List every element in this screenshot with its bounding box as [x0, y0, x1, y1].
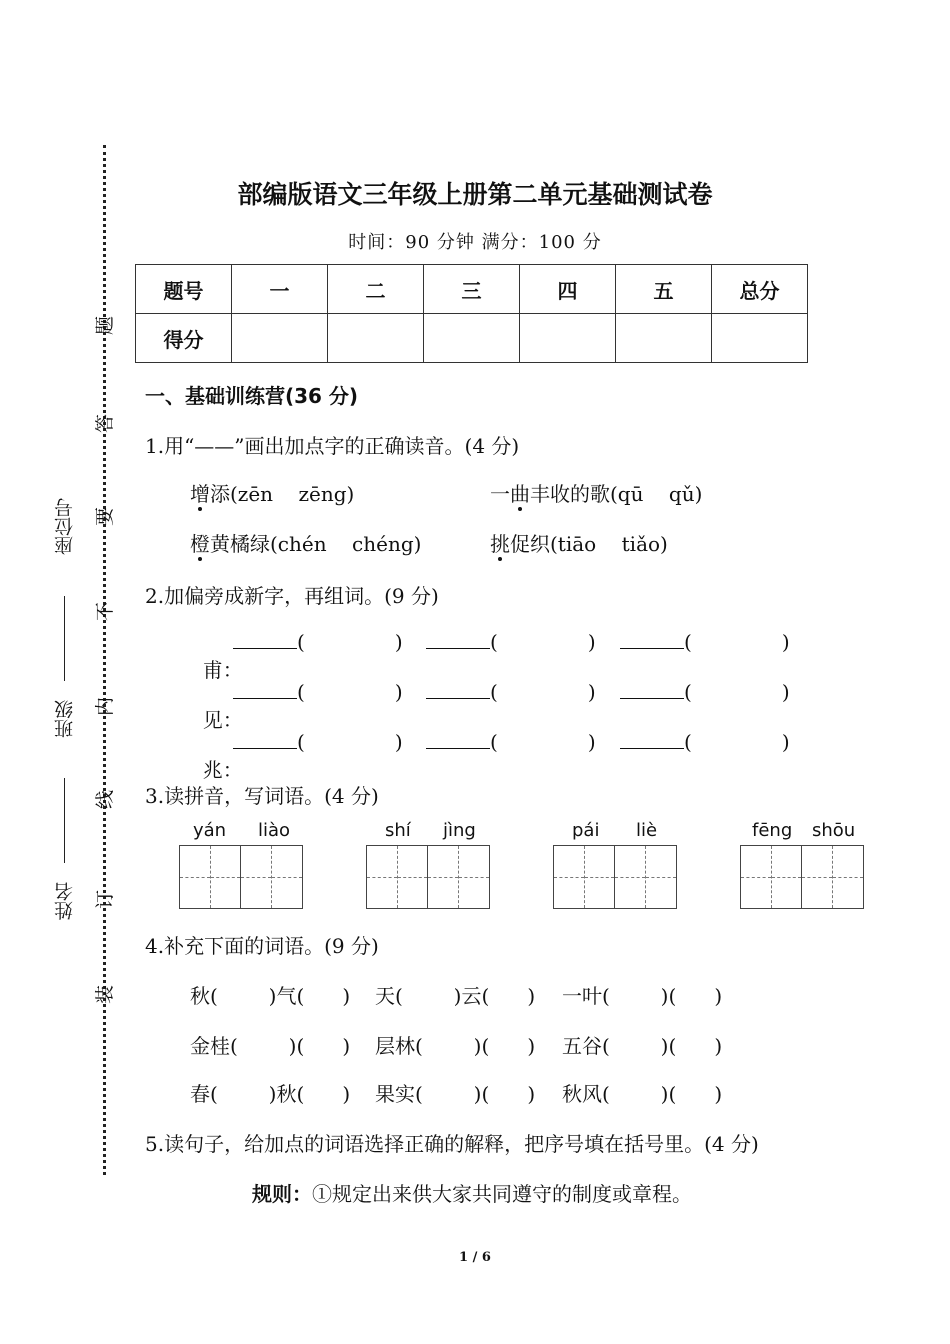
grid-cell[interactable]	[585, 846, 616, 908]
score-table-cell: 一	[232, 265, 328, 314]
score-table	[135, 264, 808, 363]
close-paren: )	[394, 680, 403, 704]
close-paren: )	[781, 680, 790, 704]
q1-item-pre: 一	[490, 482, 510, 506]
char-blank[interactable]	[620, 680, 684, 699]
q4-item: 春( )秋( )	[190, 1082, 351, 1106]
open-paren: (	[684, 680, 692, 704]
seat-number-underline	[64, 596, 65, 681]
seal-word: 答	[94, 413, 117, 434]
close-paren: )	[587, 630, 596, 654]
q2-answer-group[interactable]	[233, 680, 403, 704]
page-title: 部编版语文三年级上册第二单元基础测试卷	[237, 180, 713, 209]
grid-cell[interactable]	[367, 846, 398, 908]
pinyin: shōu	[812, 820, 856, 841]
q4-item: 一叶( )( )	[562, 984, 723, 1008]
rule-label: 规则：	[252, 1182, 312, 1206]
score-input-cell[interactable]	[424, 314, 520, 363]
dotted-char: 橙	[190, 528, 210, 557]
grid-cell[interactable]	[802, 846, 833, 908]
q1-item-rest: 添(zēn zēng)	[210, 482, 355, 506]
grid-cell[interactable]	[398, 846, 429, 908]
seat-number-label: 座位号	[54, 498, 76, 555]
open-paren: (	[684, 630, 692, 654]
q1-item	[190, 528, 421, 557]
exam-time-and-score: 时间：90 分钟 满分：100 分	[348, 232, 602, 253]
q1-item-rest: 促织(tiāo tiǎo)	[510, 532, 668, 556]
grid-cell[interactable]	[615, 846, 646, 908]
binding-dotted-line	[103, 145, 106, 1175]
seal-word: 不	[94, 601, 117, 622]
pinyin: yán	[193, 820, 227, 841]
q2-answer-group[interactable]	[620, 730, 790, 754]
q2-answer-group[interactable]	[426, 730, 596, 754]
pinyin: jìng	[443, 820, 476, 841]
char-blank[interactable]	[426, 630, 490, 649]
char-blank[interactable]	[233, 630, 297, 649]
writing-grid[interactable]	[366, 845, 490, 909]
grid-cell[interactable]	[833, 846, 864, 908]
open-paren: (	[684, 730, 692, 754]
seal-word: 订	[94, 889, 117, 910]
q4-item: 秋风( )( )	[562, 1082, 723, 1106]
writing-grid[interactable]	[179, 845, 303, 909]
score-table-header-row	[136, 265, 808, 314]
char-blank[interactable]	[426, 730, 490, 749]
close-paren: )	[394, 630, 403, 654]
grid-cell[interactable]	[272, 846, 303, 908]
seal-word: 题	[94, 315, 117, 336]
grid-cell[interactable]	[241, 846, 272, 908]
open-paren: (	[490, 680, 498, 704]
q1-item	[190, 478, 354, 507]
q1-item	[490, 528, 668, 557]
question-3-stem: 3.读拼音，写词语。(4 分)	[145, 784, 379, 808]
question-1-stem: 1.用“——”画出加点字的正确读音。(4 分)	[145, 434, 520, 458]
section-title: 一、基础训练营(36 分)	[145, 384, 359, 408]
question-4-stem: 4.补充下面的词语。(9 分)	[145, 934, 379, 958]
open-paren: (	[490, 630, 498, 654]
page-number: 1 / 6	[459, 1250, 491, 1265]
close-paren: )	[781, 730, 790, 754]
q2-char: 兆：	[202, 758, 243, 782]
grid-cell[interactable]	[741, 846, 772, 908]
grid-cell[interactable]	[459, 846, 490, 908]
score-input-cell[interactable]	[616, 314, 712, 363]
q2-answer-group[interactable]	[233, 630, 403, 654]
definition-rule	[252, 1178, 692, 1207]
grid-cell[interactable]	[180, 846, 211, 908]
score-table-cell: 总分	[712, 265, 808, 314]
name-label: 姓名	[54, 882, 76, 920]
q2-answer-group[interactable]	[620, 630, 790, 654]
q4-item: 层林( )( )	[375, 1034, 536, 1058]
q2-answer-group[interactable]	[233, 730, 403, 754]
char-blank[interactable]	[620, 730, 684, 749]
char-blank[interactable]	[426, 680, 490, 699]
pinyin: fēng	[752, 820, 793, 841]
close-paren: )	[781, 630, 790, 654]
q4-item: 五谷( )( )	[562, 1034, 723, 1058]
q1-item-rest: 丰收的歌(qū qǔ)	[530, 482, 703, 506]
writing-grid[interactable]	[740, 845, 864, 909]
q2-answer-group[interactable]	[426, 680, 596, 704]
open-paren: (	[297, 680, 305, 704]
q4-item: 秋( )气( )	[190, 984, 351, 1008]
close-paren: )	[587, 730, 596, 754]
question-2-stem: 2.加偏旁成新字，再组词。(9 分)	[145, 584, 439, 608]
seal-word: 线	[94, 789, 117, 810]
score-table-score-row	[136, 314, 808, 363]
open-paren: (	[490, 730, 498, 754]
pinyin: shí	[385, 820, 411, 841]
score-table-cell: 题号	[136, 265, 232, 314]
seal-word: 装	[94, 984, 117, 1005]
char-blank[interactable]	[233, 680, 297, 699]
pinyin: liào	[258, 820, 291, 841]
dotted-char: 曲	[510, 478, 530, 507]
seal-word: 要	[94, 506, 117, 527]
q2-char: 见：	[202, 708, 243, 732]
pinyin: pái	[572, 820, 600, 841]
score-table-cell: 三	[424, 265, 520, 314]
question-5-stem: 5.读句子，给加点的词语选择正确的解释，把序号填在括号里。(4 分)	[145, 1132, 759, 1156]
dotted-char: 挑	[490, 528, 510, 557]
q2-answer-group[interactable]	[426, 630, 596, 654]
close-paren: )	[394, 730, 403, 754]
score-input-cell[interactable]	[520, 314, 616, 363]
close-paren: )	[587, 680, 596, 704]
score-input-cell[interactable]	[712, 314, 808, 363]
seal-word: 内	[94, 696, 117, 717]
pinyin: liè	[636, 820, 658, 841]
open-paren: (	[297, 630, 305, 654]
score-table-cell: 二	[328, 265, 424, 314]
grid-cell[interactable]	[428, 846, 459, 908]
score-input-cell[interactable]	[328, 314, 424, 363]
score-table-cell: 五	[616, 265, 712, 314]
q2-char: 甫：	[202, 658, 243, 682]
class-label: 班级	[54, 700, 76, 738]
q4-item: 金桂( )( )	[190, 1034, 351, 1058]
score-input-cell[interactable]	[232, 314, 328, 363]
dotted-char: 增	[190, 478, 210, 507]
q1-item-rest: 黄橘绿(chén chéng)	[210, 532, 422, 556]
rule-text: ①规定出来供大家共同遵守的制度或章程。	[312, 1182, 692, 1206]
score-row-label: 得分	[136, 314, 232, 363]
class-underline	[64, 778, 65, 863]
char-blank[interactable]	[233, 730, 297, 749]
char-blank[interactable]	[620, 630, 684, 649]
grid-cell[interactable]	[211, 846, 242, 908]
q4-item: 天( )云( )	[375, 984, 536, 1008]
grid-cell[interactable]	[772, 846, 803, 908]
open-paren: (	[297, 730, 305, 754]
q4-item: 果实( )( )	[375, 1082, 536, 1106]
writing-grid[interactable]	[553, 845, 677, 909]
score-table-cell: 四	[520, 265, 616, 314]
grid-cell[interactable]	[554, 846, 585, 908]
grid-cell[interactable]	[646, 846, 677, 908]
q1-item	[490, 478, 702, 507]
q2-answer-group[interactable]	[620, 680, 790, 704]
